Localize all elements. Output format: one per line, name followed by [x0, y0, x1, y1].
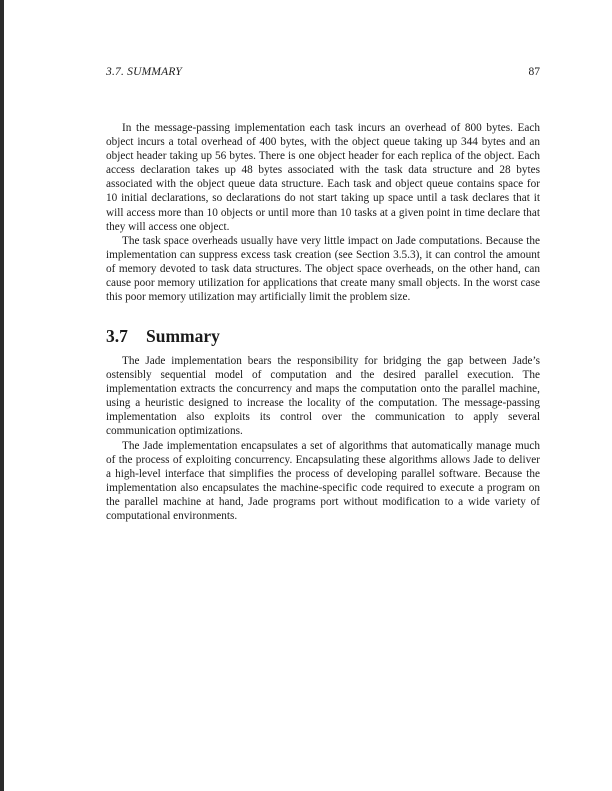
section-number: 3.7: [106, 326, 128, 346]
section-title: Summary: [146, 326, 220, 346]
page-number: 87: [528, 66, 540, 78]
running-head-section: 3.7. SUMMARY: [106, 66, 182, 78]
paragraph-task-space-overheads: The task space overheads usually have very little impact on Jade computations. Because the implementation can suppress excess task creation (see Section 3.5.3), it can control the amount of memory devoted to task data structures. The object space overheads, on the other hand, can cause poor memory utilization for applications that create many small objects. In the worst case this poor memory utilization may artificially limit the problem size.: [106, 234, 540, 304]
summary-text-block: [106, 354, 540, 523]
paragraph-message-passing-overheads: In the message-passing implementation each task incurs an overhead of 800 bytes. Each object incurs a total overhead of 400 bytes, with the object queue taking up 344 bytes and an object header taking up 56 bytes. There is one object header for each replica of the object. Each access declaration takes up 48 bytes associated with the task data structure and 28 bytes associated with the object queue data structure. Each task and object queue contains space for 10 initial declarations, so declarations do not start taking up space until a task declares that it will access more than 10 objects or until more than 10 tasks at a given point in time declare that they will access one object.: [106, 122, 540, 233]
running-head: [106, 66, 540, 82]
paragraph-summary-bridging: The Jade implementation bears the responsibility for bridging the gap between Jade’s ostensibly sequential model of computation and the desired parallel execution. The implementation extracts the concurrency and maps the computation onto the parallel machine, using a heuristic designed to increase the locality of the computation. The message-passing implementation also exploits its control over the communication to apply several communication optimizations.: [106, 355, 540, 438]
scan-edge: [0, 0, 4, 791]
overhead-text-block: [106, 121, 540, 304]
paragraph-summary-encapsulation: The Jade implementation encapsulates a set of algorithms that automatically manage much of the process of exploiting concurrency. Encapsulating these algorithms allows Jade to deliver a high-level interface that simplifies the process of developing parallel software. Because the implementation also encapsulates the machine-specific code required to execute a program on the parallel machine at hand, Jade programs port without modification to a wide variety of computational environments.: [106, 439, 540, 523]
section-heading: [106, 326, 220, 347]
